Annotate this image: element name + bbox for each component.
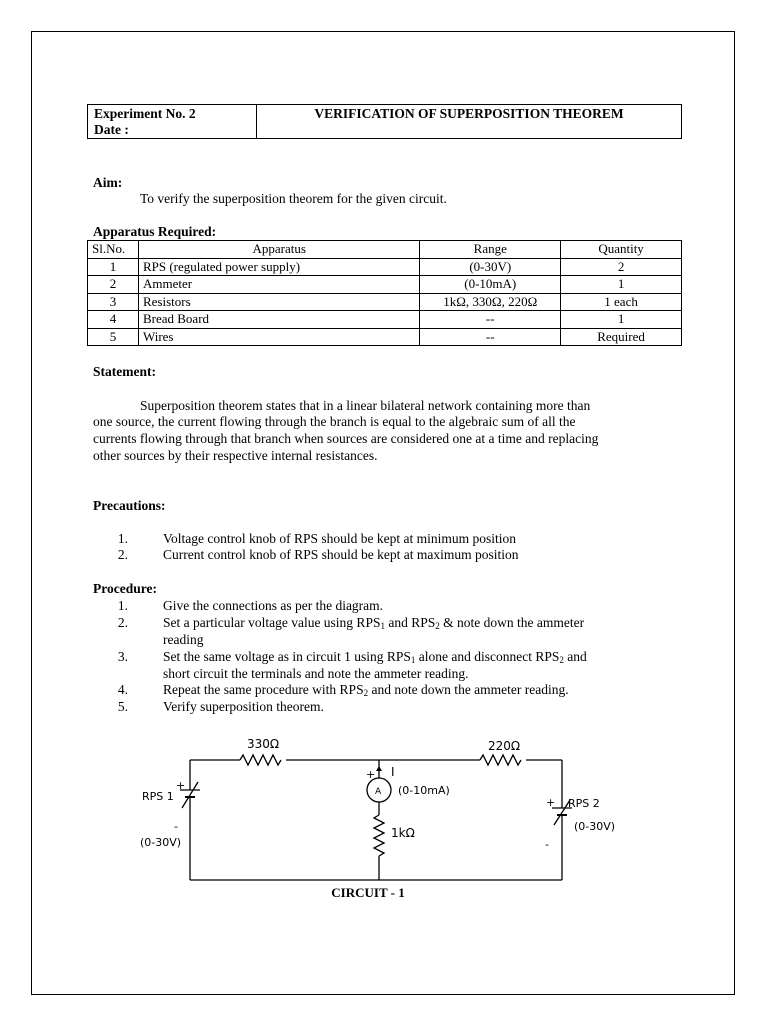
cell-quantity: 1 each	[561, 293, 682, 311]
cell-sl-no: 5	[88, 328, 139, 346]
precaution-text: Current control knob of RPS should be kept at maximum position	[163, 547, 519, 562]
procedure-number: 2.	[117, 615, 128, 630]
cell-sl-no: 1	[88, 258, 139, 276]
rps1-label: RPS 1	[142, 790, 174, 803]
procedure-text: Repeat the same procedure with $RPS_2$ and note down the ammeter reading.	[163, 682, 569, 698]
aim-heading: Aim:	[93, 175, 123, 190]
resistor-1k-label: 1kΩ	[391, 826, 415, 840]
column-header: Range	[420, 241, 561, 259]
procedure-text: Give the connections as per the diagram.	[163, 598, 384, 613]
ammeter-plus-sign: +	[366, 768, 376, 781]
rps2-range: (0-30V)	[574, 820, 616, 833]
statement-line: other sources by their respective internal resistances.	[93, 448, 378, 463]
rps1-minus-sign: -	[174, 820, 178, 833]
experiment-title: VERIFICATION OF SUPERPOSITION THEOREM	[314, 106, 624, 121]
aim-text: To verify the superposition theorem for the given circuit.	[140, 191, 447, 206]
cell-range: 1kΩ, 330Ω, 220Ω	[420, 293, 561, 311]
circuit-caption: CIRCUIT - 1	[331, 885, 405, 900]
column-header: Sl.No.	[88, 241, 139, 259]
cell-apparatus: Wires	[138, 328, 419, 346]
rps1-plus-sign: +	[176, 779, 186, 792]
procedure-heading: Procedure:	[93, 581, 157, 596]
statement-heading: Statement:	[93, 364, 156, 379]
procedure-text-continued: reading	[163, 632, 204, 647]
cell-sl-no: 2	[88, 276, 139, 294]
cell-sl-no: 4	[88, 311, 139, 329]
statement-line: one source, the current flowing through the branch is equal to the algebraic sum of all the	[93, 414, 576, 429]
cell-quantity: Required	[561, 328, 682, 346]
current-arrow-icon	[376, 766, 382, 771]
cell-range: --	[420, 311, 561, 329]
resistor-330-label: 330Ω	[247, 737, 280, 751]
cell-range: --	[420, 328, 561, 346]
procedure-text: Set a particular voltage value using $RPS_1$ and $RPS_2$ & note down the ammeter	[163, 615, 585, 631]
procedure-text: Verify superposition theorem.	[163, 699, 324, 714]
procedure-number: 5.	[117, 699, 128, 714]
rps1-range: (0-30V)	[140, 836, 182, 849]
resistor-330-symbol	[240, 755, 281, 765]
precaution-number: 1.	[117, 531, 128, 546]
current-label: I	[391, 765, 395, 779]
precaution-number: 2.	[117, 547, 128, 562]
resistor-220-label: 220Ω	[488, 739, 521, 753]
procedure-number: 4.	[117, 682, 128, 697]
cell-range: (0-10mA)	[420, 276, 561, 294]
procedure-text-continued: short circuit the terminals and note the ammeter reading.	[163, 666, 469, 681]
rps2-minus-sign: -	[545, 838, 549, 851]
resistor-1k-symbol	[374, 815, 384, 856]
cell-apparatus: Ammeter	[138, 276, 419, 294]
ammeter-range: (0-10mA)	[398, 784, 450, 797]
resistor-220-symbol	[480, 755, 521, 765]
procedure-number: 3.	[117, 649, 128, 664]
cell-quantity: 1	[561, 276, 682, 294]
apparatus-heading: Apparatus Required:	[93, 224, 217, 239]
cell-apparatus: RPS (regulated power supply)	[138, 258, 419, 276]
cell-quantity: 1	[561, 311, 682, 329]
procedure-text: Set the same voltage as in circuit 1 using $RPS_1$ alone and disconnect $RPS_2$ and	[163, 649, 587, 665]
cell-apparatus: Bread Board	[138, 311, 419, 329]
precautions-heading: Precautions:	[93, 498, 166, 513]
rps2-plus-sign: +	[546, 796, 556, 809]
column-header: Quantity	[561, 241, 682, 259]
experiment-number: Experiment No. 2	[94, 106, 196, 121]
date-label: Date :	[94, 122, 129, 137]
cell-quantity: 2	[561, 258, 682, 276]
column-header: Apparatus	[138, 241, 419, 259]
precaution-text: Voltage control knob of RPS should be kept at minimum position	[163, 531, 516, 546]
cell-range: (0-30V)	[420, 258, 561, 276]
cell-sl-no: 3	[88, 293, 139, 311]
procedure-number: 1.	[117, 598, 128, 613]
statement-line: Superposition theorem states that in a linear bilateral network containing more than	[140, 398, 591, 413]
cell-apparatus: Resistors	[138, 293, 419, 311]
statement-line: currents flowing through that branch when sources are considered one at a time and replacing	[93, 431, 599, 446]
ammeter-symbol: A	[375, 787, 382, 797]
rps2-label: RPS 2	[568, 797, 600, 810]
